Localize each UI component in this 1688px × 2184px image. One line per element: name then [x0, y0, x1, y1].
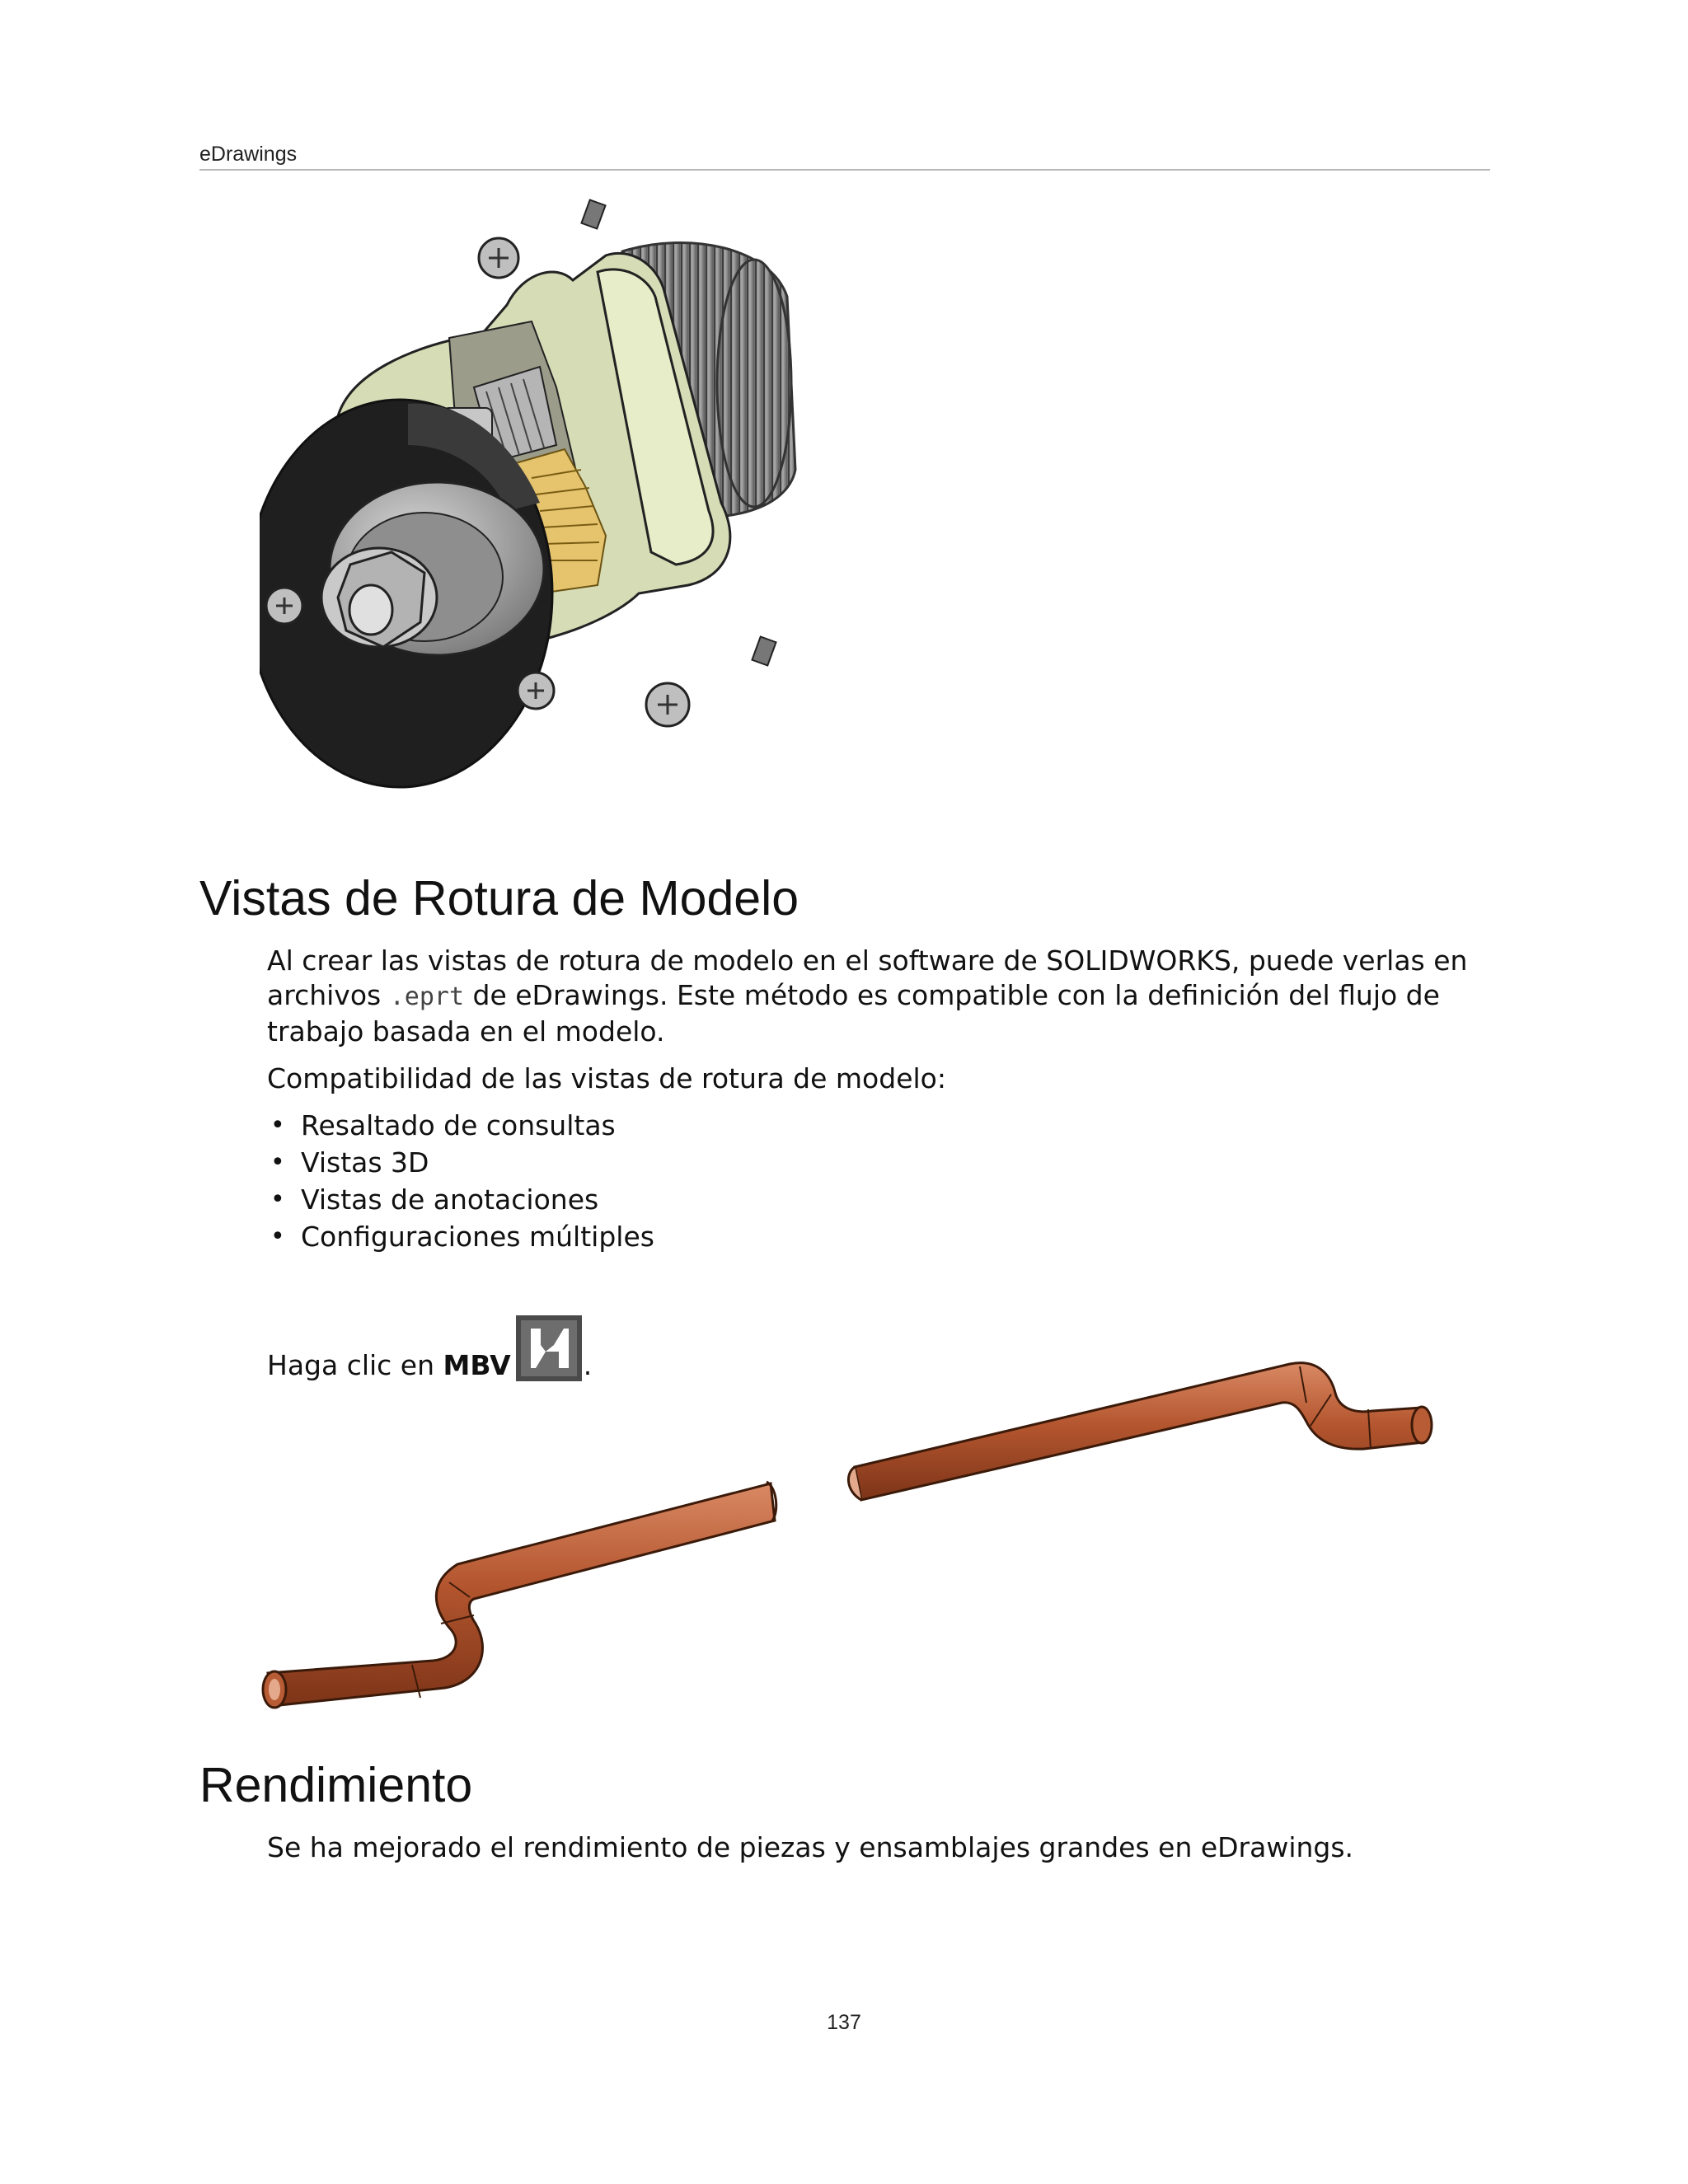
intro-paragraph	[267, 944, 1503, 1049]
gearbox-cutaway-illustration	[260, 198, 812, 832]
list-item-text: Vistas 3D	[301, 1146, 429, 1179]
bullet-icon: •	[270, 1148, 285, 1177]
intro-line-2	[267, 978, 1503, 1015]
section-heading-performance: Rendimiento	[199, 1758, 473, 1812]
click-text: Haga clic en	[267, 1349, 443, 1381]
list-item	[267, 1107, 654, 1144]
intro-line-2-end: de eDrawings. Este método es compatible con la definición del flujo de	[464, 979, 1440, 1011]
list-item-text: Resaltado de consultas	[301, 1109, 616, 1141]
page-number: 137	[827, 2011, 861, 2034]
list-item	[267, 1144, 654, 1181]
intro-line-3: trabajo basada en el modelo.	[267, 1015, 665, 1047]
section-heading-model-break: Vistas de Rotura de Modelo	[199, 871, 799, 926]
intro-line-1: Al crear las vistas de rotura de modelo en el software de SOLIDWORKS, puede verlas en	[267, 944, 1468, 977]
list-item-text: Configuraciones múltiples	[301, 1221, 654, 1253]
bullet-icon: •	[270, 1222, 285, 1251]
mbv-label: MBV	[443, 1349, 511, 1381]
list-item	[267, 1218, 654, 1255]
bullet-icon: •	[270, 1111, 285, 1140]
header-rule	[199, 169, 1490, 171]
file-extension-code: .eprt	[389, 982, 465, 1011]
broken-pipe-model-illustration	[260, 1343, 1434, 1722]
compatibility-list	[267, 1107, 654, 1255]
list-item-text: Vistas de anotaciones	[301, 1183, 599, 1216]
intro-line-2-start: archivos	[267, 979, 390, 1011]
bullet-icon: •	[270, 1185, 285, 1214]
click-period: .	[583, 1349, 593, 1381]
running-header: eDrawings	[199, 143, 298, 166]
performance-paragraph: Se ha mejorado el rendimiento de piezas y ensamblajes grandes en eDrawings.	[267, 1831, 1354, 1863]
compatibility-lead: Compatibilidad de las vistas de rotura de modelo:	[267, 1062, 946, 1094]
list-item	[267, 1181, 654, 1218]
